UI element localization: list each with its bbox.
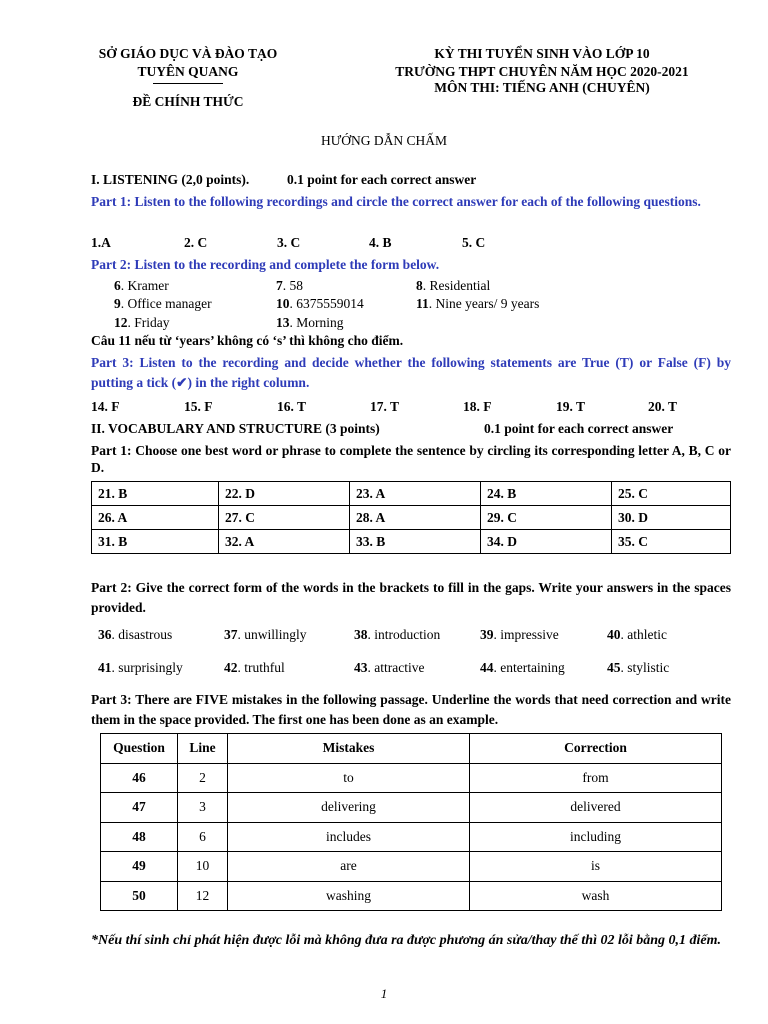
- correction-cell: including: [470, 822, 722, 852]
- question-cell: 46: [101, 763, 178, 793]
- vocab-heading: II. VOCABULARY AND STRUCTURE (3 points): [91, 421, 380, 436]
- answer-item: [98, 627, 172, 643]
- column-header: Question: [101, 734, 178, 764]
- line-cell: 3: [178, 793, 228, 823]
- line-cell: 12: [178, 881, 228, 911]
- correction-cell: from: [470, 763, 722, 793]
- answer-number: 10: [276, 296, 290, 311]
- answer-value: . Office manager: [120, 296, 212, 311]
- answer-value: . stylistic: [620, 660, 670, 675]
- answer-number: 39: [480, 627, 494, 642]
- mistake-cell: includes: [228, 822, 470, 852]
- answer-value: . Kramer: [120, 278, 169, 293]
- answer-item: 14. F: [91, 399, 120, 414]
- department-name: SỞ GIÁO DỤC VÀ ĐÀO TẠO: [98, 46, 278, 61]
- footnote: *Nếu thí sinh chỉ phát hiện được lỗi mà không đưa ra được phương án sửa/thay thế thì 02 lỗi bằng 0,1 điểm.: [91, 933, 722, 948]
- answer-number: 45: [607, 660, 621, 675]
- table-cell: 26. A: [92, 506, 219, 530]
- table-row: [92, 482, 731, 506]
- answer-item: [114, 296, 212, 312]
- table-row: [101, 763, 722, 793]
- answer-item: [354, 627, 440, 643]
- answer-value: . entertaining: [493, 660, 565, 675]
- vocab-part3-instruction: Part 3: There are FIVE mistakes in the following passage. Underline the words that need correction and write them in the space provided. The first one has been done as an example.: [91, 692, 731, 727]
- answer-value: . truthful: [237, 660, 285, 675]
- table-cell: 27. C: [219, 506, 350, 530]
- page-number: 1: [380, 986, 388, 1001]
- doc-title: HƯỚNG DẪN CHẤM: [321, 133, 447, 148]
- scoring-note: Câu 11 nếu từ ‘years’ không có ‘s’ thì không cho điểm.: [91, 333, 404, 348]
- answer-number: 44: [480, 660, 494, 675]
- vocab-part1-table: [91, 481, 731, 554]
- answer-item: [98, 660, 183, 676]
- listening-part3-instruction: Part 3: Listen to the recording and decide whether the following statements are True (T) or False (F) by putting a tick (✔) in the right column.: [91, 355, 731, 390]
- answer-item: [416, 278, 490, 294]
- listening-part1-instruction: Part 1: Listen to the following recordings and circle the correct answer for each of the following questions.: [91, 194, 701, 209]
- listening-part2-instruction: Part 2: Listen to the recording and complete the form below.: [91, 257, 440, 272]
- answer-value: . impressive: [493, 627, 559, 642]
- official-label: ĐỀ CHÍNH THỨC: [132, 94, 244, 109]
- answer-value: . Morning: [289, 315, 344, 330]
- table-row: [101, 822, 722, 852]
- answer-value: . 6375559014: [289, 296, 364, 311]
- answer-number: 38: [354, 627, 368, 642]
- answer-value: . introduction: [367, 627, 441, 642]
- answer-item: [114, 278, 169, 294]
- correction-cell: wash: [470, 881, 722, 911]
- column-header: Correction: [470, 734, 722, 764]
- answer-value: . athletic: [620, 627, 667, 642]
- table-row: [101, 793, 722, 823]
- answer-item: 17. T: [370, 399, 400, 414]
- answer-item: [276, 296, 364, 312]
- answer-value: . unwillingly: [237, 627, 307, 642]
- answer-value: . Residential: [422, 278, 491, 293]
- answer-value: . disastrous: [111, 627, 173, 642]
- question-cell: 47: [101, 793, 178, 823]
- answer-item: 5. C: [462, 235, 486, 250]
- answer-item: [607, 660, 669, 676]
- answer-item: 2. C: [184, 235, 208, 250]
- column-header: Mistakes: [228, 734, 470, 764]
- line-cell: 2: [178, 763, 228, 793]
- answer-number: 12: [114, 315, 128, 330]
- table-cell: 22. D: [219, 482, 350, 506]
- subject: MÔN THI: TIẾNG ANH (CHUYÊN): [434, 80, 650, 95]
- answer-item: [114, 315, 170, 331]
- table-cell: 25. C: [612, 482, 731, 506]
- line-cell: 10: [178, 852, 228, 882]
- answer-number: 42: [224, 660, 238, 675]
- vocab-part2-instruction: Part 2: Give the correct form of the words in the brackets to fill in the gaps. Write your answers in the spaces provided.: [91, 580, 731, 615]
- answer-item: [224, 660, 285, 676]
- answer-item: [607, 627, 667, 643]
- answer-number: 41: [98, 660, 112, 675]
- answer-value: . 58: [282, 278, 303, 293]
- answer-value: . attractive: [367, 660, 425, 675]
- answer-value: . Nine years/ 9 years: [428, 296, 540, 311]
- table-row: [101, 852, 722, 882]
- exam-name: KỲ THI TUYỂN SINH VÀO LỚP 10: [434, 46, 650, 61]
- table-cell: 34. D: [481, 530, 612, 554]
- answer-number: 43: [354, 660, 368, 675]
- answer-number: 37: [224, 627, 238, 642]
- answer-item: [480, 660, 565, 676]
- answer-number: 11: [416, 296, 429, 311]
- question-cell: 49: [101, 852, 178, 882]
- answer-item: [416, 296, 539, 312]
- table-cell: 31. B: [92, 530, 219, 554]
- table-cell: 29. C: [481, 506, 612, 530]
- mistakes-table: [100, 733, 722, 911]
- answer-number: 36: [98, 627, 112, 642]
- answer-item: [354, 660, 424, 676]
- table-cell: 35. C: [612, 530, 731, 554]
- mistake-cell: to: [228, 763, 470, 793]
- answer-item: 19. T: [556, 399, 586, 414]
- column-header: Line: [178, 734, 228, 764]
- answer-value: . surprisingly: [111, 660, 183, 675]
- answer-item: [480, 627, 559, 643]
- answer-number: 8: [416, 278, 423, 293]
- question-cell: 50: [101, 881, 178, 911]
- table-cell: 30. D: [612, 506, 731, 530]
- table-row: [92, 506, 731, 530]
- table-cell: 24. B: [481, 482, 612, 506]
- answer-number: 40: [607, 627, 621, 642]
- correction-cell: is: [470, 852, 722, 882]
- correction-cell: delivered: [470, 793, 722, 823]
- answer-number: 9: [114, 296, 121, 311]
- school-year: TRƯỜNG THPT CHUYÊN NĂM HỌC 2020-2021: [395, 64, 689, 79]
- answer-item: 4. B: [369, 235, 392, 250]
- header-divider: [153, 83, 223, 84]
- answer-item: 3. C: [277, 235, 301, 250]
- question-cell: 48: [101, 822, 178, 852]
- answer-item: 18. F: [463, 399, 492, 414]
- province-name: TUYÊN QUANG: [137, 64, 239, 79]
- table-cell: 33. B: [350, 530, 481, 554]
- mistake-cell: delivering: [228, 793, 470, 823]
- vocab-part1-instruction: Part 1: Choose one best word or phrase to complete the sentence by circling its corresponding letter A, B, C or D.: [91, 443, 731, 475]
- table-cell: 32. A: [219, 530, 350, 554]
- table-cell: 21. B: [92, 482, 219, 506]
- table-cell: 28. A: [350, 506, 481, 530]
- vocab-points: 0.1 point for each correct answer: [484, 421, 674, 436]
- answer-item: [276, 315, 344, 331]
- mistake-cell: are: [228, 852, 470, 882]
- answer-item: 20. T: [648, 399, 678, 414]
- answer-value: . Friday: [127, 315, 170, 330]
- listening-heading: I. LISTENING (2,0 points).: [91, 172, 250, 187]
- answer-item: 1.A: [91, 235, 111, 250]
- answer-item: [276, 278, 303, 294]
- answer-item: [224, 627, 307, 643]
- answer-number: 6: [114, 278, 121, 293]
- table-cell: 23. A: [350, 482, 481, 506]
- answer-number: 7: [276, 278, 283, 293]
- answer-number: 13: [276, 315, 290, 330]
- listening-points: 0.1 point for each correct answer: [287, 172, 477, 187]
- table-row: [92, 530, 731, 554]
- line-cell: 6: [178, 822, 228, 852]
- table-row: [101, 881, 722, 911]
- answer-item: 16. T: [277, 399, 307, 414]
- mistake-cell: washing: [228, 881, 470, 911]
- table-header-row: [101, 734, 722, 764]
- answer-item: 15. F: [184, 399, 213, 414]
